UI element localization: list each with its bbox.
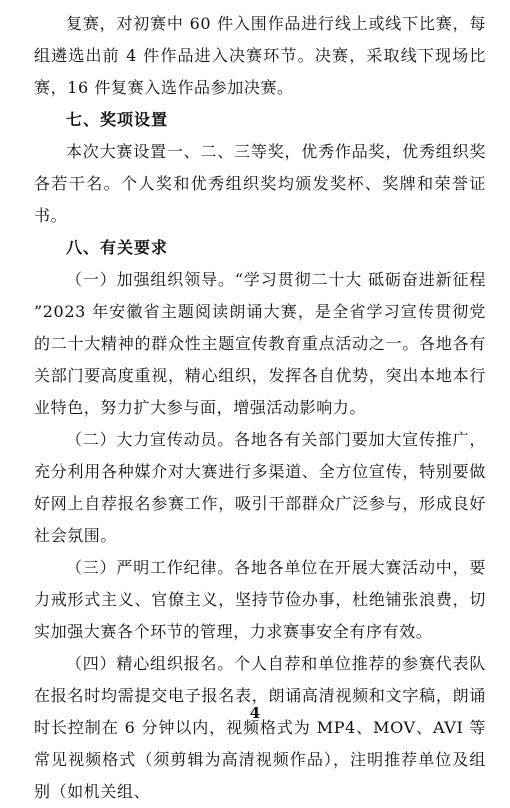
paragraph-leadership: （一）加强组织领导。“学习贯彻二十大 砥砺奋进新征程 ”2023 年安徽省主题阅读朗诵大赛，是全省学习宣传贯彻党的二十大精神的群众性主题宣传教育重点活动之一。各地各有关部门要高度重视，精心组织，发挥各自优势，突出本地本行业特色，努力扩大参与面，增强活动影响力。: [34, 270, 486, 417]
paragraph-awards: 本次大赛设置一、二、三等奖，优秀作品奖，优秀组织奖各若干名。个人奖和优秀组织奖均颁发奖杯、奖牌和荣誉证书。: [34, 142, 486, 225]
section-heading-requirements: 八、有关要求: [66, 238, 169, 257]
page-number: 4: [249, 704, 261, 722]
paragraph-registration: （四）精心组织报名。个人自荐和单位推荐的参赛代表队在报名时均需提交电子报名表，朗诵高清视频和文字稿，朗诵时长控制在 6 分钟以内，视频格式为 MP4、MOV、AVI 等常见视频格式（须剪辑为高清视频作品），注明推荐单位及组别（如机关组、: [34, 654, 486, 801]
paragraph-rematch: 复赛，对初赛中 60 件入围作品进行线上或线下比赛，每组遴选出前 4 件作品进入决赛环节。决赛，采取线下现场比赛，16 件复赛入选作品参加决赛。: [34, 14, 486, 97]
paragraph-discipline: （三）严明工作纪律。各地各单位在开展大赛活动中，要力戒形式主义、官僚主义，坚持节俭办事，杜绝铺张浪费，切实加强大赛各个环节的管理，力求赛事安全有序有效。: [34, 558, 486, 641]
document-body: [34, 8, 486, 808]
paragraph-publicity: （二）大力宣传动员。各地各有关部门要加大宣传推广，充分利用各种媒介对大赛进行多渠道、全方位宣传，特别要做好网上自荐报名参赛工作，吸引干部群众广泛参与，形成良好社会氛围。: [34, 430, 486, 545]
section-heading-awards: 七、奖项设置: [66, 110, 169, 129]
